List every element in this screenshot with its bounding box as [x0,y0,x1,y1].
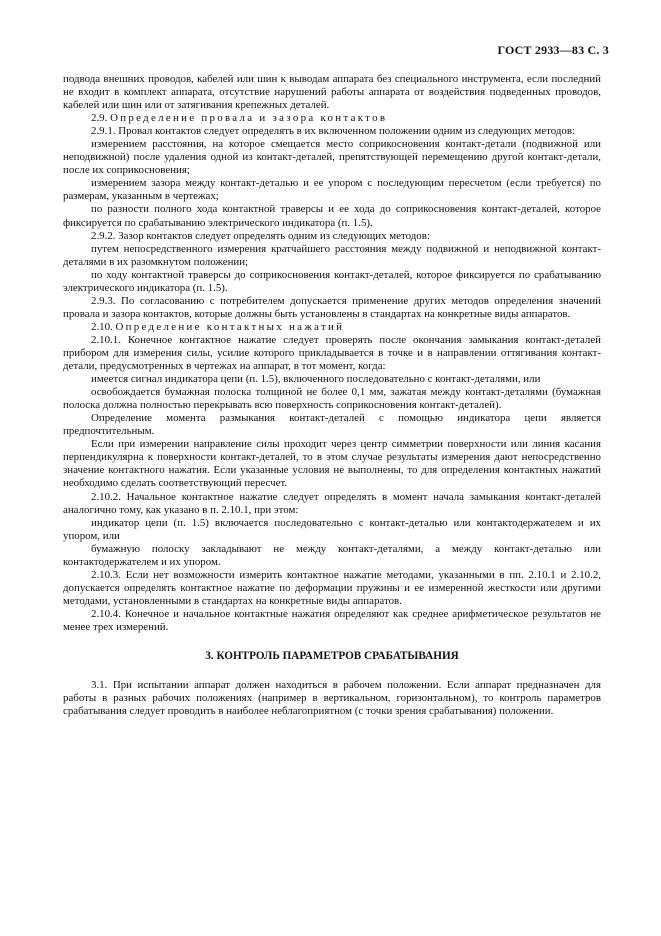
subsection-title: Определение провала и зазора контактов [110,112,388,125]
paragraph-method-1: измерением расстояния, на которое смещается место соприкосновения контакт-детали (подвижной или неподвижной) после удаления одной из контакт-деталей, препятствующей перемещению другой контакт-детали, после их соприкосновения; [63,138,601,177]
paragraph-2-9-2: 2.9.2. Зазор контактов следует определять одним из следующих методов: [91,229,430,242]
paragraph-2-10-1: 2.10.1. Конечное контактное нажатие следует проверять после окончания замыкания контакт-деталей прибором для измерения силы, усилие которого прикладывается в точке и в направлении оттягивания контакт-детали, предусмотренных в чертежах на аппарат, в тот момент, когда: [63,333,601,373]
paragraph-paper-placement: бумажную полоску закладывают не между контакт-деталями, а между контакт-деталью или контактодержателем и их упором. [63,542,601,568]
paragraph-method-3: по разности полного хода контактной траверсы и ее хода до соприкосновения контакт-деталей, которое фиксируется по срабатыванию электрического индикатора (п. 1.5). [63,203,601,229]
paragraph-preferred: Определение момента размыкания контакт-деталей с помощью индикатора цепи является предпочтительным. [63,412,601,438]
page-body [63,73,601,718]
paragraph-2-9-3: 2.9.3. По согласованию с потребителем допускается применение других методов определения значений провала и зазора контактов, которые должны быть установлены в стандартах на конкретные виды аппаратов. [63,294,601,320]
subsection-heading-2-9 [63,112,601,125]
paragraph-gap-method-1: путем непосредственного измерения кратчайшего расстояния между подвижной и неподвижной контакт-деталями в их разомкнутом положении; [63,242,601,268]
paragraph-indicator-series: индикатор цепи (п. 1.5) включается последовательно с контакт-деталью или контактодержателем и их упором, или [63,516,601,542]
paragraph-symmetry: Если при измерении направление силы проходит через центр симметрии поверхности или линия касания перпендикулярна к поверхности контакт-деталей, то в этом случае результаты измерения дают непосредственно значение контактного нажатия. Если указанные условия не выполнены, то для определения контактных нажатий необходимо сделать соответствующий пересчет. [63,438,601,490]
subsection-heading-2-10 [63,321,601,334]
subsection-number: 2.9. [91,112,108,125]
paragraph-2-10-3: 2.10.3. Если нет возможности измерить контактное нажатие методами, указанными в пп. 2.10.1 и 2.10.2, допускается определять контактное нажатие по деформации пружины и ее измеренной жесткости или другими методами, установленными в стандартах на конкретные виды аппаратов. [63,568,601,607]
paragraph-gap-method-2: по ходу контактной траверсы до соприкосновения контакт-деталей, которое фиксируется по срабатыванию электрического индикатора (п. 1.5). [63,268,601,294]
paragraph-2-10-2: 2.10.2. Начальное контактное нажатие следует определять в момент начала замыкания контакт-деталей аналогично тому, как указано в п. 2.10.1, при этом: [63,490,601,516]
paragraph-2-10-4: 2.10.4. Конечное и начальное контактные нажатия определяют как среднее арифметическое результатов не менее трех измерений. [63,607,601,633]
paragraph-indicator-signal: имеется сигнал индикатора цепи (п. 1.5), включенного последовательно с контакт-деталями, или [91,373,541,386]
page-header: ГОСТ 2933—83 С. 3 [497,43,609,57]
paragraph-method-2: измерением зазора между контакт-деталью и ее упором с последующим пересчетом (если требуется) по размерам, указанным в чертежах; [63,177,601,203]
section-heading-3: 3. КОНТРОЛЬ ПАРАМЕТРОВ СРАБАТЫВАНИЯ [205,650,459,663]
paragraph-3-1: 3.1. При испытании аппарат должен находиться в рабочем положении. Если аппарат предназначен для работы в разных рабочих положениях (например в вертикальном, горизонтальном), то контроль параметров срабатывания следует проводить в наиболее неблагоприятном (с точки зрения срабатывания) положении. [63,679,601,718]
subsection-number: 2.10. [91,320,113,333]
paragraph-2-9-1: 2.9.1. Провал контактов следует определять в их включенном положении одним из следующих методов: [91,125,575,138]
paragraph-continuation: подвода внешних проводов, кабелей или шин к выводам аппарата без специального инструмента, если последний не входит в комплект аппарата, отсутствие нарушений работы аппарата от воздействия подведенных проводов, кабелей или шин или от затягивания крепежных деталей. [63,73,601,112]
subsection-title: Определение контактных нажатий [115,320,345,333]
paragraph-paper-strip: освобождается бумажная полоска толщиной не более 0,1 мм, зажатая между контакт-деталями (бумажная полоска должна полностью перекрывать всю поверхность соприкосновения контакт-деталей). [63,386,601,412]
